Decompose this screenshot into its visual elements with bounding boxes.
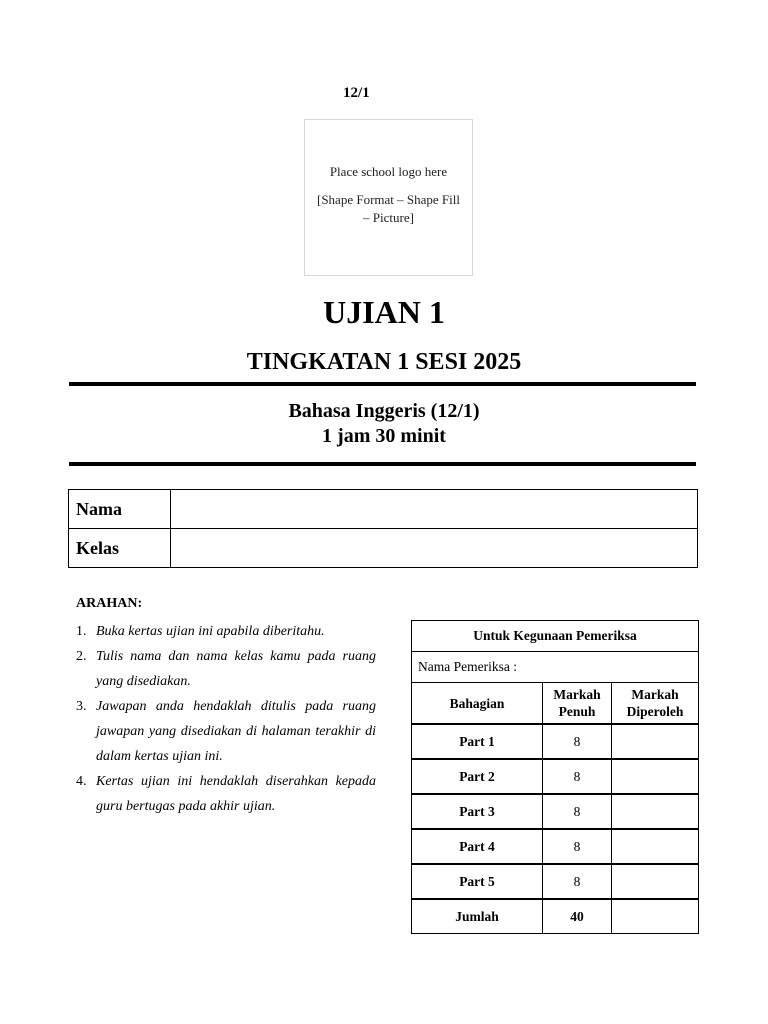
full-marks: 8 [543, 829, 612, 864]
part-label: Part 5 [412, 864, 543, 899]
examiner-table-title: Untuk Kegunaan Pemeriksa [412, 621, 699, 652]
part-label: Part 3 [412, 794, 543, 829]
table-row [412, 794, 699, 829]
subject-title: Bahasa Inggeris (12/1) [288, 400, 480, 422]
marks-obtained [612, 829, 699, 864]
class-label: Kelas [69, 529, 171, 568]
table-row [412, 724, 699, 759]
page-subtitle: TINGKATAN 1 SESI 2025 [246, 349, 522, 375]
class-row [69, 529, 698, 568]
instruction-number: 4. [76, 774, 87, 789]
column-header-part: Bahagian [412, 683, 543, 725]
marks-obtained [612, 759, 699, 794]
class-field[interactable] [171, 529, 698, 568]
total-full-marks: 40 [543, 899, 612, 934]
student-info-table [68, 489, 698, 568]
top-divider [69, 382, 696, 386]
logo-placeholder-line1: Place school logo here [329, 164, 448, 179]
table-row [412, 829, 699, 864]
paper-code: 12/1 [343, 85, 370, 101]
instruction-item [76, 694, 376, 769]
instruction-item [76, 619, 376, 644]
instruction-text: Jawapan anda hendaklah ditulis pada ruang jawapan yang disediakan di halaman terakhir di dalam kertas ujian ini. [96, 699, 376, 764]
full-marks: 8 [543, 794, 612, 829]
part-label: Part 1 [412, 724, 543, 759]
logo-placeholder-line2: [Shape Format – Shape Fill – Picture] [317, 192, 460, 225]
part-label: Part 2 [412, 759, 543, 794]
school-logo-placeholder [304, 119, 473, 276]
instructions-list [76, 619, 376, 819]
page-title: UJIAN 1 [323, 294, 445, 330]
instruction-item [76, 769, 376, 819]
total-marks-obtained [612, 899, 699, 934]
instruction-text: Kertas ujian ini hendaklah diserahkan kepada guru bertugas pada akhir ujian. [96, 774, 376, 814]
instruction-number: 2. [76, 649, 87, 664]
exam-duration: 1 jam 30 minit [322, 425, 446, 447]
full-marks: 8 [543, 724, 612, 759]
marks-obtained [612, 724, 699, 759]
column-header-full-marks: Markah Penuh [543, 683, 612, 725]
table-row [412, 864, 699, 899]
instruction-text: Buka kertas ujian ini apabila diberitahu. [96, 624, 325, 639]
instructions-heading: ARAHAN: [76, 596, 143, 611]
marks-obtained [612, 864, 699, 899]
full-marks: 8 [543, 864, 612, 899]
total-label: Jumlah [412, 899, 543, 934]
examiner-table [411, 620, 699, 934]
name-label: Nama [69, 490, 171, 529]
total-row [412, 899, 699, 934]
instruction-text: Tulis nama dan nama kelas kamu pada ruang yang disediakan. [96, 649, 376, 689]
part-label: Part 4 [412, 829, 543, 864]
examiner-name-label: Nama Pemeriksa : [412, 652, 699, 683]
column-header-marks-obtained: Markah Diperoleh [612, 683, 699, 725]
bottom-divider [69, 462, 696, 466]
instruction-number: 1. [76, 624, 87, 639]
name-row [69, 490, 698, 529]
marks-obtained [612, 794, 699, 829]
full-marks: 8 [543, 759, 612, 794]
instruction-number: 3. [76, 699, 87, 714]
instruction-item [76, 644, 376, 694]
name-field[interactable] [171, 490, 698, 529]
table-row [412, 759, 699, 794]
